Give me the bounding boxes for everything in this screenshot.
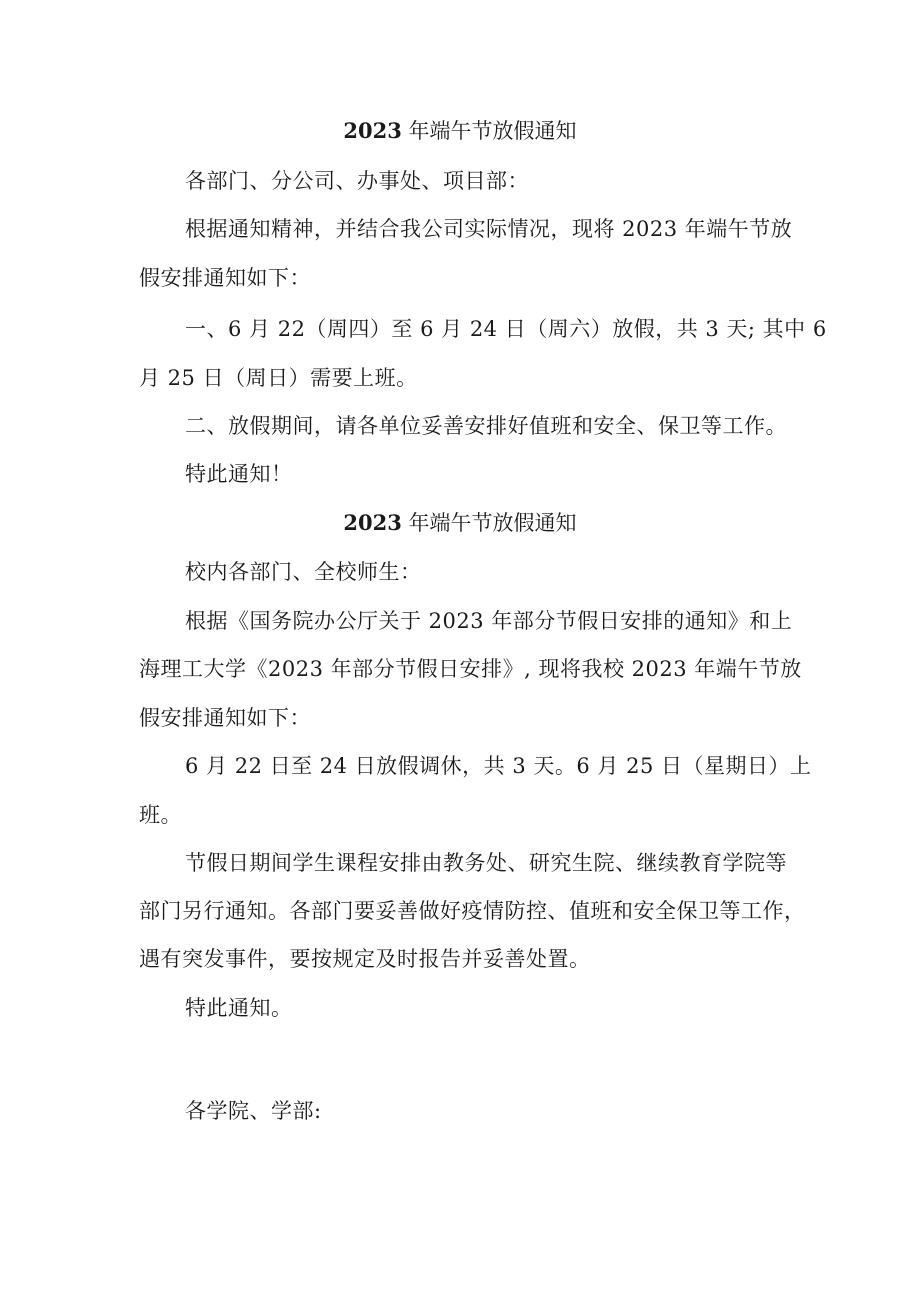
notice2-para1-line1: 根据《国务院办公厅关于 2023 年部分节假日安排的通知》和上 (185, 609, 793, 633)
notice2-para2-line2: 班。 (139, 803, 182, 827)
notice2-salutation: 校内各部门、全校师生： (185, 560, 422, 584)
notice2-para3-line2: 部门另行通知。各部门要妥善做好疫情防控、值班和安全保卫等工作， (139, 899, 806, 923)
notice1-para1-line2: 假安排通知如下： (139, 266, 311, 290)
notice1-title (0, 117, 920, 145)
notice1-salutation: 各部门、分公司、办事处、项目部： (185, 169, 529, 193)
notice1-para3: 二、放假期间，请各单位妥善安排好值班和安全、保卫等工作。 (185, 414, 787, 438)
notice2-para3-line1: 节假日期间学生课程安排由教务处、研究生院、继续教育学院等 (185, 851, 787, 875)
notice2-closing: 特此通知。 (185, 996, 293, 1020)
notice2-title (0, 509, 920, 537)
notice1-para2-line1: 一、6 月 22（周四）至 6 月 24 日（周六）放假，共 3 天; 其中 6 (185, 317, 827, 341)
notice1-para2-line2: 月 25 日（周日）需要上班。 (139, 366, 418, 390)
notice2-para1-line3: 假安排通知如下： (139, 706, 311, 730)
notice3-salutation: 各学院、学部: (185, 1099, 322, 1123)
notice2-para1-line2: 海理工大学《2023 年部分节假日安排》, 现将我校 2023 年端午节放 (139, 657, 802, 681)
notice1-title-year: 2023 (343, 118, 402, 143)
notice2-para2-line1: 6 月 22 日至 24 日放假调休，共 3 天。6 月 25 日（星期日）上 (185, 754, 812, 778)
notice1-para1-line1: 根据通知精神，并结合我公司实际情况，现将 2023 年端午节放 (185, 217, 793, 241)
notice2-title-rest: 年端午节放假通知 (401, 511, 577, 535)
notice1-title-rest: 年端午节放假通知 (401, 119, 577, 143)
notice2-para3-line3: 遇有突发事件，要按规定及时报告并妥善处置。 (139, 947, 591, 971)
notice1-closing: 特此通知！ (185, 462, 293, 486)
notice2-title-year: 2023 (343, 510, 402, 535)
